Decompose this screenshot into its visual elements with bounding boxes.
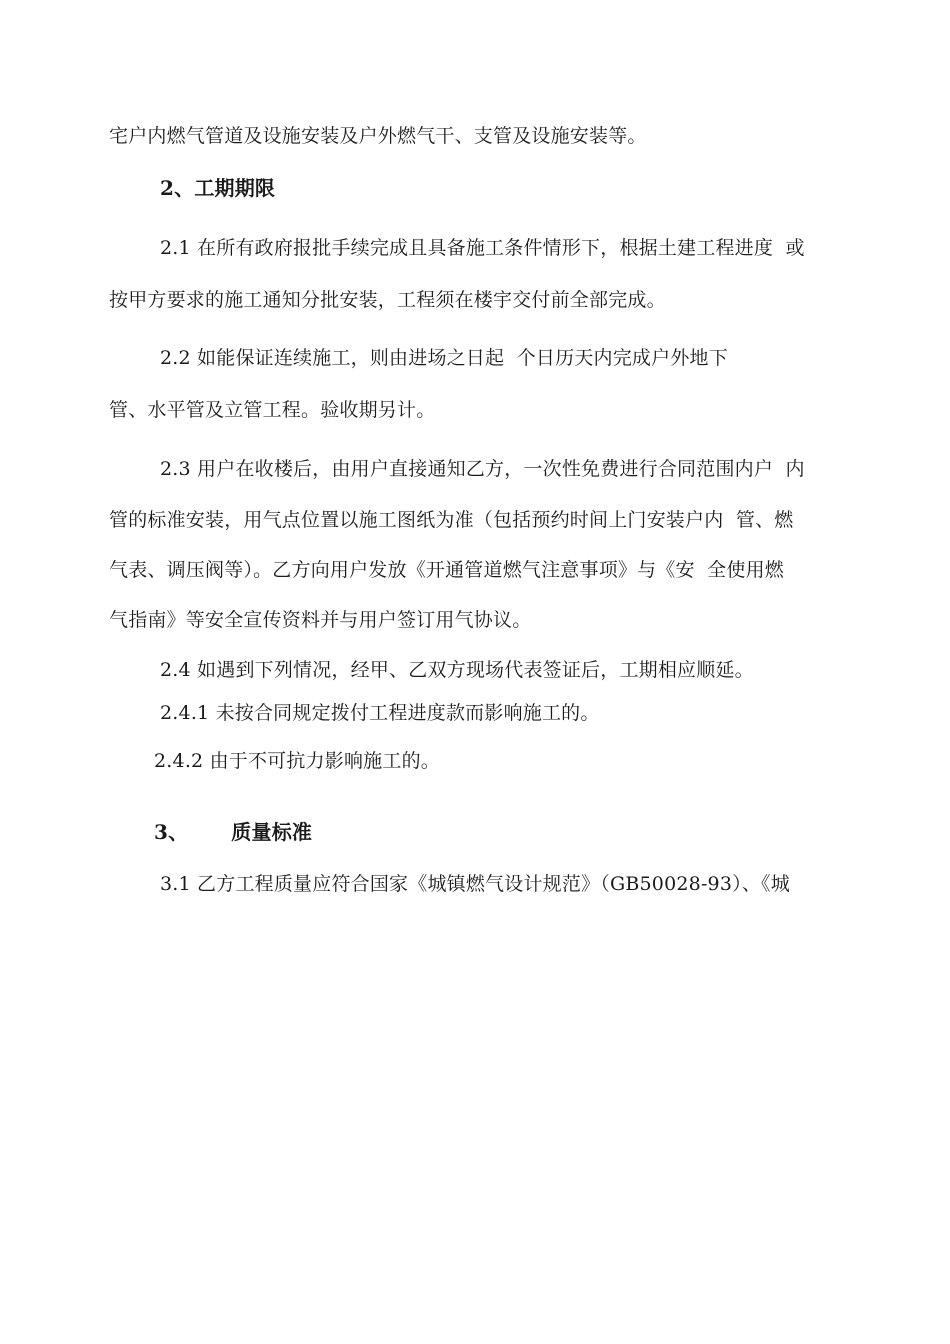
clause-2-3-line-2: 管的标准安装，用气点位置以施工图纸为准（包括预约时间上门安装户内 管、燃 [109, 509, 794, 531]
clause-2-1-line-2: 按甲方要求的施工通知分批安装，工程须在楼宇交付前全部完成。 [109, 289, 666, 311]
section-heading-quality-standard: 3、 质量标准 [154, 820, 313, 844]
clause-2-3-line-4: 气指南》等安全宣传资料并与用户签订用气协议。 [109, 609, 532, 631]
clause-2-4-2: 2.4.2 由于不可抗力影响施工的。 [154, 750, 440, 772]
clause-2-4-1: 2.4.1 未按合同规定拨付工程进度款而影响施工的。 [160, 702, 600, 724]
clause-2-4: 2.4 如遇到下列情况，经甲、乙双方现场代表签证后，工期相应顺延。 [160, 659, 754, 681]
clause-2-2-line-1: 2.2 如能保证连续施工，则由进场之日起 个日历天内完成户外地下 [160, 347, 728, 369]
section-heading-construction-period: 2、工期期限 [160, 176, 276, 200]
clause-2-3-line-3: 气表、调压阀等）。乙方向用户发放《开通管道燃气注意事项》与《安 全使用燃 [109, 559, 784, 581]
clause-3-1-line-1: 3.1 乙方工程质量应符合国家《城镇燃气设计规范》（GB50028-93）、《城 [160, 873, 790, 895]
clause-2-3-line-1: 2.3 用户在收楼后，由用户直接通知乙方，一次性免费进行合同范围内户 内 [160, 458, 805, 480]
clause-2-2-line-2: 管、水平管及立管工程。验收期另计。 [109, 399, 436, 421]
clause-2-1-line-1: 2.1 在所有政府报批手续完成且具备施工条件情形下，根据土建工程进度 或 [160, 237, 805, 259]
paragraph-scope-continuation: 宅户内燃气管道及设施安装及户外燃气干、支管及设施安装等。 [109, 125, 647, 147]
